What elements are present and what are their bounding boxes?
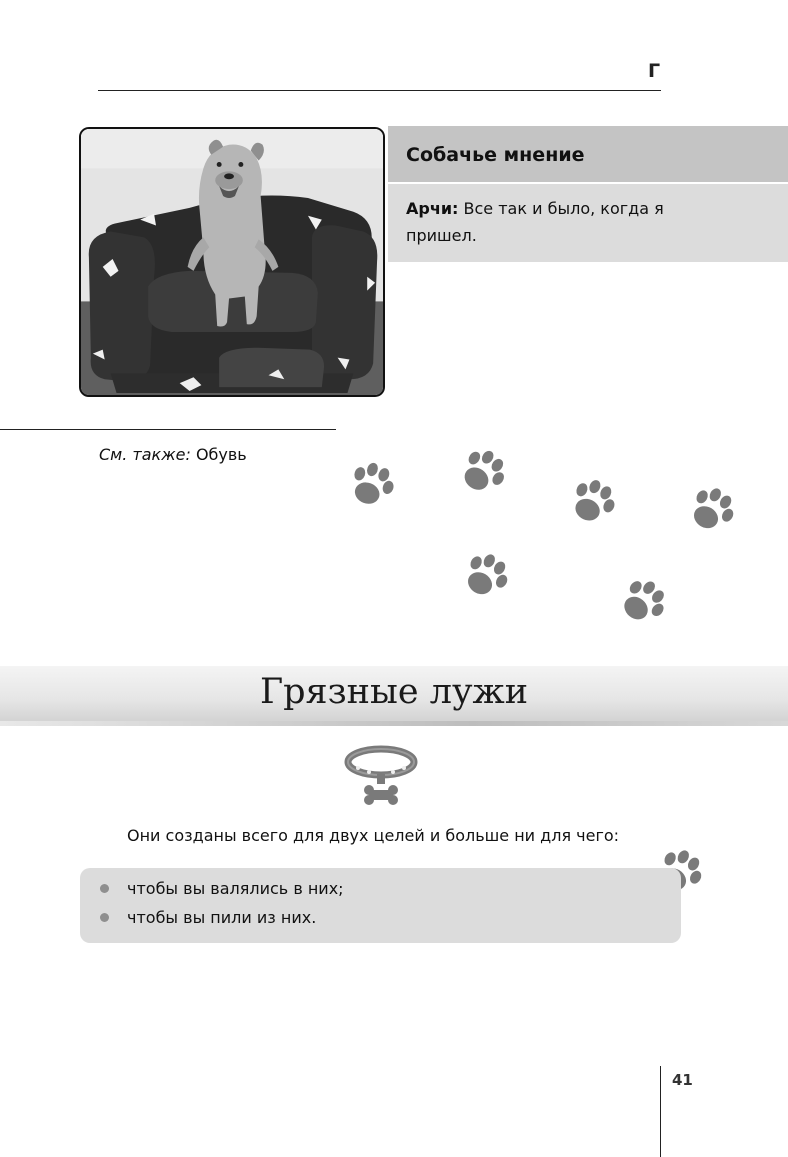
paw-print-icon xyxy=(458,448,508,498)
list-item: чтобы вы пили из них. xyxy=(127,908,317,927)
bullet xyxy=(100,913,109,922)
list-item: чтобы вы валялись в них; xyxy=(127,879,344,898)
paw-print-icon xyxy=(461,552,511,602)
see-also-reference: Обувь xyxy=(190,445,247,464)
see-also xyxy=(99,445,247,464)
paw-print-icon xyxy=(618,578,668,628)
paw-print-icon xyxy=(347,461,397,511)
opinion-quote-text: Все так и было, когда я пришел. xyxy=(406,199,664,245)
page-number: 41 xyxy=(672,1071,693,1089)
page-number-rule xyxy=(660,1066,661,1157)
paw-print-icon xyxy=(687,486,737,536)
see-also-rule xyxy=(0,429,336,430)
section-intro: Они созданы всего для двух целей и больше ни для чего: xyxy=(127,826,620,845)
running-header-letter: Г xyxy=(648,60,661,82)
see-also-label: См. также: xyxy=(99,445,191,464)
opinion-speaker: Арчи: xyxy=(406,199,459,218)
bullet xyxy=(100,884,109,893)
dog-on-torn-armchair-photo xyxy=(79,127,385,397)
header-rule xyxy=(98,90,661,91)
paw-print-icon xyxy=(568,478,618,528)
opinion-quote xyxy=(406,195,676,249)
dog-collar-icon xyxy=(344,744,418,808)
opinion-title: Собачье мнение xyxy=(406,144,585,166)
section-title: Грязные лужи xyxy=(259,672,529,712)
